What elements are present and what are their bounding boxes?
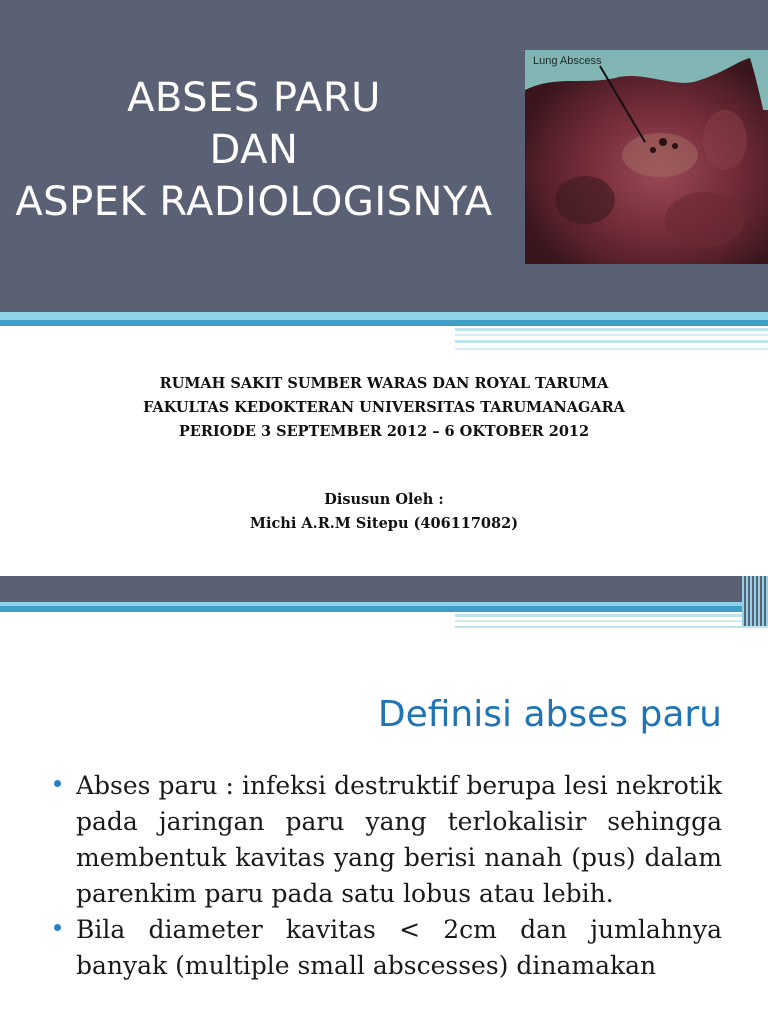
definition-slide [0,576,768,1024]
presentation-title [0,72,508,228]
institution-line-2: FAKULTAS KEDOKTERAN UNIVERSITAS TARUMANAGARA [143,399,625,416]
slide2-stripes [0,602,768,632]
slide2-corner-stripes [742,576,768,626]
bullet-text: Abses paru : infeksi destruktif berupa lesi nekrotik pada jaringan paru yang terlokalisir sehingga membentuk kavitas yang berisi nanah (pus) dalam parenkim paru pada satu lobus atau lebih. [76,771,722,908]
institution-info [0,372,768,536]
institution-line-3: PERIODE 3 SEPTEMBER 2012 – 6 OKTOBER 2012 [178,423,590,440]
title-line-3: ASPEK RADIOLOGISNYA [15,179,493,225]
title-line-1: ABSES PARU [127,75,381,121]
slide2-header-band [0,576,768,602]
definition-bullets [50,768,722,984]
bullet-dot-icon [54,780,61,787]
header-stripes [0,312,768,356]
author-name: Michi A.R.M Sitepu (406117082) [249,515,519,532]
institution-line-1: RUMAH SAKIT SUMBER WARAS DAN ROYAL TARUMA [159,375,609,392]
author-label: Disusun Oleh : [324,491,444,508]
lung-tissue-illustration [525,50,768,264]
bullet-dot-icon [54,924,61,931]
slide-title: Definisi abses paru [377,694,722,735]
bullet-item [50,768,722,912]
bullet-text: Bila diameter kavitas < 2cm dan jumlahnya banyak (multiple small abscesses) dinamakan [76,915,722,980]
title-line-2: DAN [209,127,299,173]
lung-abscess-label: Lung Abscess [533,55,602,67]
bullet-item [50,912,722,984]
lung-abscess-photo [525,50,768,264]
title-header [0,0,768,312]
